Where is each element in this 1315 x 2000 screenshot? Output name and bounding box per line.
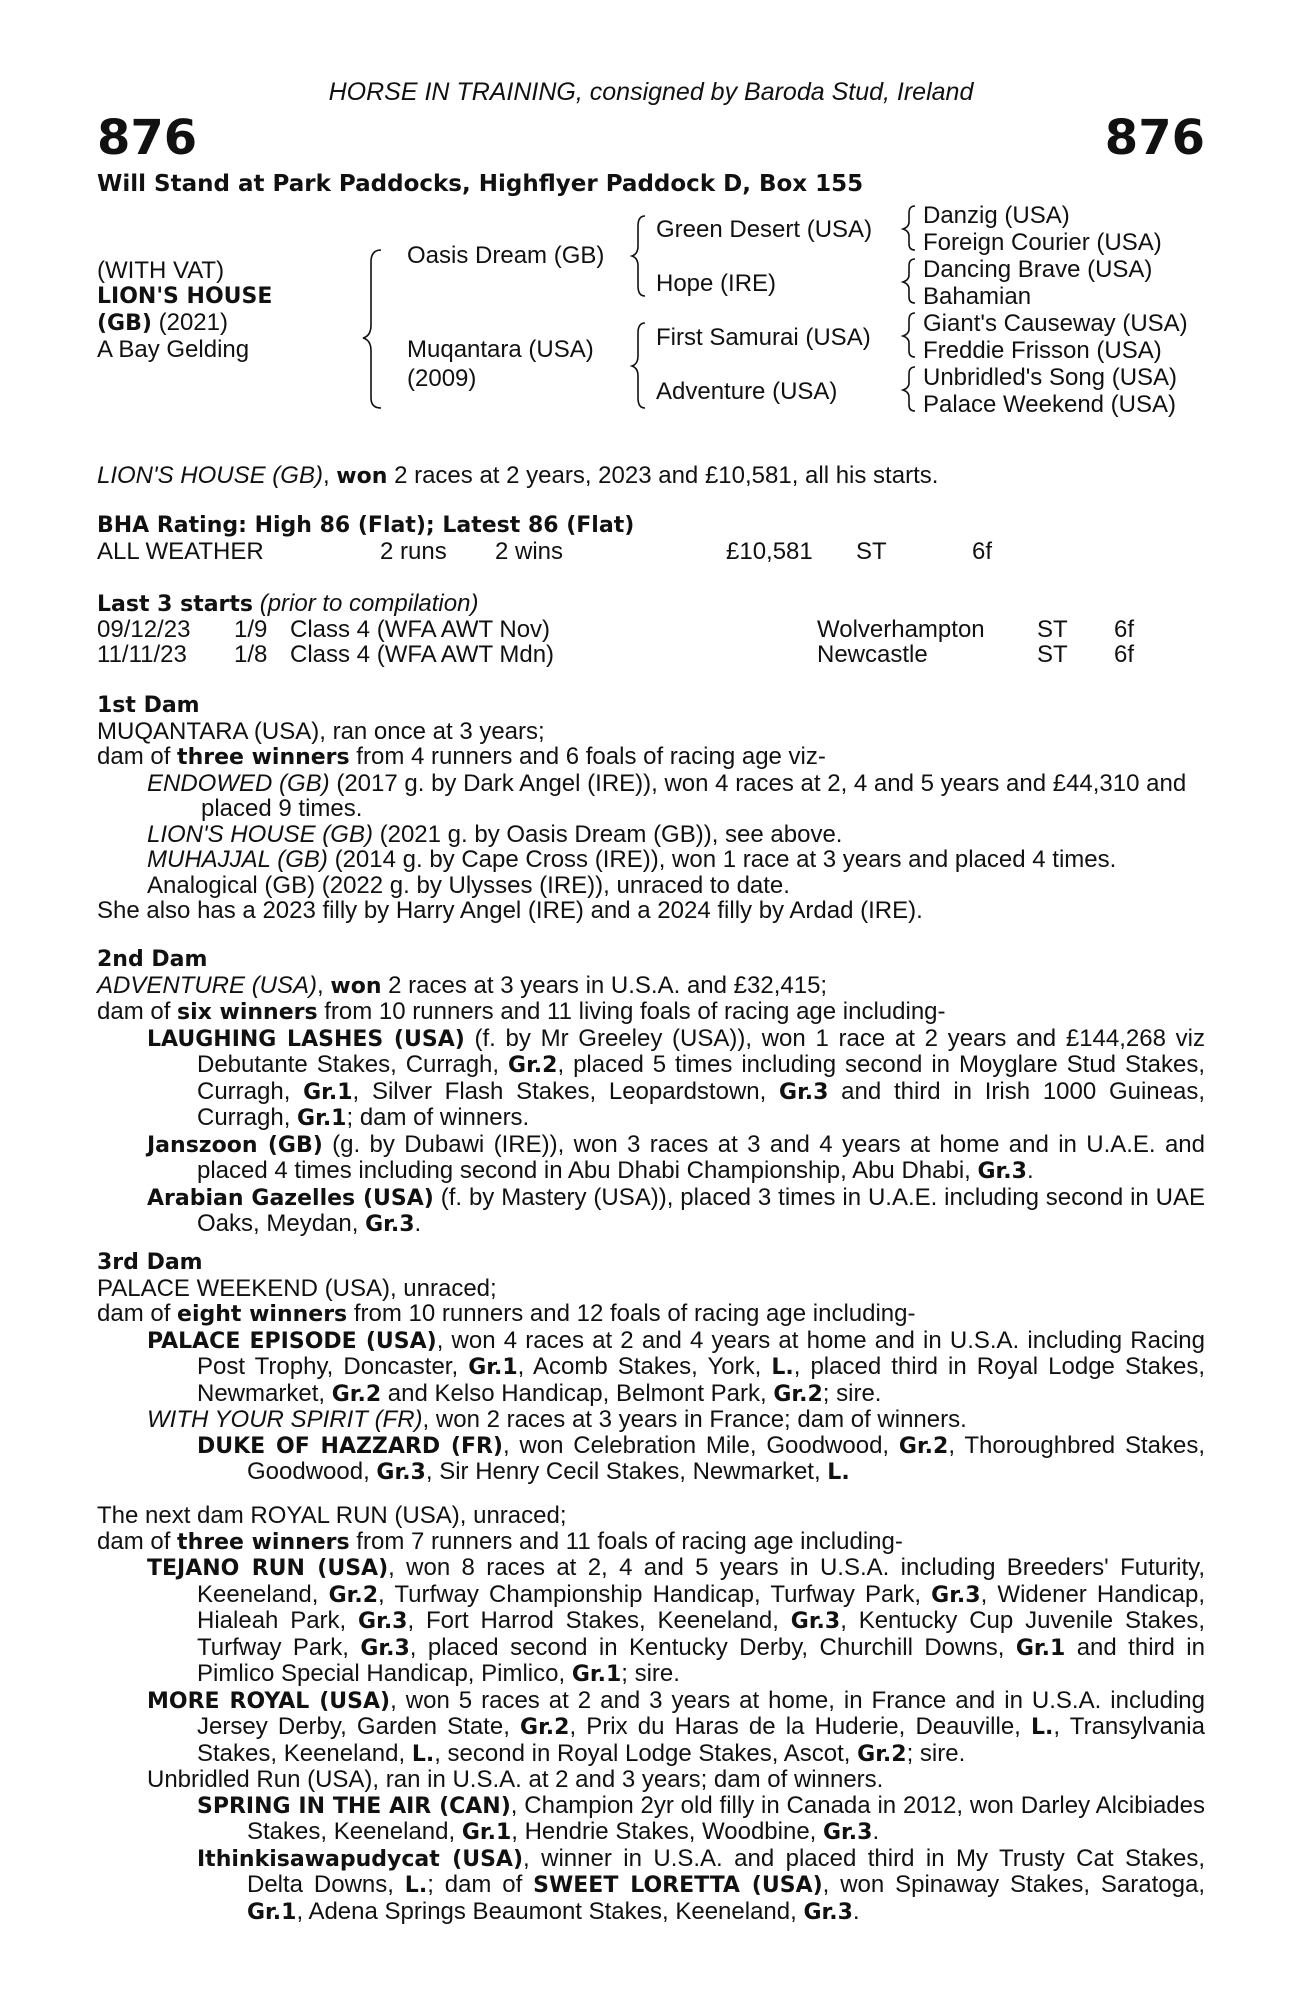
brace-sire [632,216,645,296]
rating-prize: £10,581 [726,538,813,565]
produce-detail: (2021 g. by Oasis Dream (GB)), see above. [372,820,843,848]
second-dam-section [97,947,1205,1238]
text-run: , winner in U.S.A. and placed third in My Trusty Cat Stakes, Delta Downs, [247,1844,1205,1898]
horse-description: A Bay Gelding [97,336,250,363]
text-run: , won Celebration Mile, Goodwood, [502,1431,899,1459]
third-dam-line: PALACE WEEKEND (USA), unraced; [97,1274,497,1302]
text-run: Unbridled Run (USA), ran in U.S.A. at 2 and 3 years; dam of winners. [147,1766,884,1793]
start-class: Class 4 (WFA AWT Mdn) [290,641,555,668]
text: , [317,971,331,999]
text-run: . [414,1210,422,1237]
produce-entry [97,1185,1205,1238]
dam-name: ADVENTURE (USA) [97,971,318,999]
bold-run: Gr.1 [297,1106,347,1131]
bold-run: Gr.3 [977,1159,1027,1184]
text: from 7 runners and 11 foals of racing age including- [349,1527,903,1555]
won-label: won [330,973,382,999]
rating-surface: ALL WEATHER [97,538,264,565]
bold-run: Gr.2 [508,1053,558,1078]
winners-count: three winners [177,1529,350,1555]
text-run: ; sire. [621,1660,680,1687]
rating-wins: 2 wins [495,538,564,565]
bold-run: Gr.1 [247,1899,297,1925]
italic-run: WITH YOUR SPIRIT (FR) [147,1406,423,1433]
summary-horse: LION'S HOUSE (GB) [97,462,323,489]
produce-entry [97,771,1205,822]
bold-run: SPRING IN THE AIR (CAN) [197,1793,511,1819]
summary-won: won [336,464,388,489]
bold-run: Gr.3 [365,1212,415,1237]
text-run: ; sire. [906,1739,966,1767]
produce-entry [97,1767,1205,1793]
start-going: ST [1037,616,1068,643]
text-run: , Kentucky Cup Juvenile Stakes, Turfway Park, [197,1607,1205,1661]
rating-going: ST [856,538,887,565]
start-pos: 1/9 [234,616,268,643]
text-run: and Kelso Handicap, Belmont Park, [381,1379,774,1407]
horse-year: (2021) [158,309,228,336]
text-run: , Thoroughbred Stakes, Goodwood, [247,1431,1205,1485]
start-dist: 6f [1114,641,1135,668]
produce-entry [97,1555,1205,1688]
horse-name-text: LION'S HOUSE [97,284,273,309]
bold-run: Gr.3 [360,1635,410,1661]
bold-run: Gr.3 [790,1609,841,1634]
bold-run: Gr.2 [331,1381,382,1407]
text-run: , Acomb Stakes, York, [517,1353,772,1380]
text: dam of [97,1300,178,1327]
bold-run: Gr.1 [303,1079,353,1105]
fourth-dam-line: The next dam ROYAL RUN (USA), unraced; [97,1502,567,1529]
bold-run: L. [827,1460,850,1485]
race-summary: LION'S HOUSE (GB), won 2 races at 2 years, 2023 and £10,581, all his starts. [97,462,939,489]
first-dam-also: She also has a 2023 filly by Harry Angel (IRE) and a 2024 filly by Ardad (IRE). [97,897,923,924]
text: dam of [97,1527,178,1555]
bold-run: MORE ROYAL (USA) [147,1688,391,1714]
text-run: (f. by Mastery (USA)), placed 3 times in U.A.E. including second in UAE Oaks, Meydan, [197,1183,1205,1237]
bold-run: Gr.2 [773,1381,823,1407]
start-dist: 6f [1114,616,1135,643]
bold-run: TEJANO RUN (USA) [147,1556,389,1581]
winners-count: eight winners [177,1302,348,1327]
fourth-dam-produce-line [97,1529,1205,1556]
third-dam-produce-line [97,1301,1205,1328]
start-row [97,616,1205,642]
bold-run: Gr.3 [376,1460,426,1485]
vat-note: (WITH VAT) [97,257,225,284]
produce-entry [97,1407,1205,1433]
bold-run: Gr.3 [779,1079,829,1105]
rating-row [97,538,1205,564]
brace-ds [903,313,915,357]
sire-sire: Green Desert (USA) [656,216,873,243]
fourth-dam-section [97,1503,1205,1925]
bold-run: L. [411,1741,435,1767]
rating-runs: 2 runs [380,538,447,565]
text-run: (g. by Dubawi (IRE)), won 3 races at 3 and 4 years at home and in U.A.E. and placed 4 times including second in Abu Dhabi Championship, Abu Dhabi, [197,1130,1206,1184]
winners-count: three winners [177,745,350,770]
first-dam-title: 1st Dam [97,693,200,718]
rating-dist: 6f [972,538,993,565]
bold-run: L. [404,1873,428,1898]
bold-run: Gr.3 [803,1899,853,1925]
text-run: , Adena Springs Beaumont Stakes, Keeneland, [296,1897,804,1925]
text-run: and third in Irish 1000 Guineas, Curragh, [197,1077,1205,1131]
produce-entry [97,1688,1205,1768]
third-dam-title: 3rd Dam [97,1250,203,1275]
text-run: , placed second in Kentucky Derby, Churchill Downs, [409,1633,1016,1661]
stand-location: Will Stand at Park Paddocks, Highflyer Paddock D, Box 155 [97,171,864,197]
bold-run: Janszoon (GB) [147,1132,323,1158]
text-run: . [1026,1157,1034,1184]
produce-name: MUHAJJAL (GB) [147,846,328,873]
ggp-2: Foreign Courier (USA) [923,229,1162,256]
text-run: , won 2 races at 3 years in France; dam of winners. [422,1406,967,1433]
text-run: , Champion 2yr old filly in Canada in 2012, won Darley Alcibiades Stakes, Keeneland, [247,1791,1205,1845]
text-run: , Widener Handicap, Hialeah Park, [197,1580,1205,1634]
text: dam of [97,743,178,770]
produce-detail: (2017 g. by Dark Angel (IRE)), won 4 races at 2, 4 and 5 years and £44,310 and placed 9 times. [201,769,1187,822]
bold-run: Gr.1 [468,1355,518,1380]
text: 2 races at 3 years in U.S.A. and £32,415; [381,971,828,999]
text-run: , won 4 races at 2 and 4 years at home and in U.S.A. including Racing Post Trophy, Doncaster, [197,1326,1206,1380]
brace-dam [632,323,645,408]
dam-dam: Adventure (USA) [656,378,838,405]
horse-suffix: (GB) [97,311,152,336]
ggp-8: Palace Weekend (USA) [923,391,1177,418]
text-run: , Prix du Haras de la Huderie, Deauville, [569,1713,1032,1740]
bold-run: Gr.2 [857,1741,907,1767]
text-run: ; sire. [822,1379,882,1407]
start-pos: 1/8 [234,641,268,668]
produce-entry [97,1793,1205,1846]
ggp-1: Danzig (USA) [923,202,1070,229]
summary-rest: 2 races at 2 years, 2023 and £10,581, all his starts. [387,462,939,489]
brace-dd [903,367,915,411]
brace-main [363,250,381,408]
text-run: , second in Royal Lodge Stakes, Ascot, [434,1739,858,1767]
start-going: ST [1037,641,1068,668]
text-run: . [872,1818,880,1845]
first-dam-line: MUQANTARA (USA), ran once at 3 years; [97,717,545,745]
dam: Muqantara (USA) [407,336,594,363]
last-starts-heading [97,590,478,618]
bold-run: Gr.2 [898,1433,949,1459]
text-run: , won Spinaway Stakes, Saratoga, [822,1871,1206,1898]
text-run: , placed third in Royal Lodge Stakes, Newmarket, [197,1353,1205,1407]
second-dam-produce-line [97,999,1205,1026]
text: dam of [97,998,178,1025]
bold-run: Gr.1 [571,1662,622,1687]
brace-ss [903,206,915,250]
bold-run: Gr.2 [520,1715,570,1740]
lot-number-right: 876 [1104,110,1205,166]
produce-entry [97,1026,1205,1132]
bold-run: Gr.3 [931,1582,981,1608]
bold-run: Gr.1 [461,1820,512,1845]
ggp-5: Giant's Causeway (USA) [923,310,1188,337]
text-run: , Turfway Championship Handicap, Turfway Park, [378,1580,932,1608]
last-starts-title: Last 3 starts [97,592,254,617]
text: from 4 runners and 6 foals of racing age viz- [349,743,826,770]
text: from 10 runners and 11 living foals of racing age including- [317,998,946,1025]
text-run: . [852,1897,860,1925]
start-course: Wolverhampton [817,616,985,643]
text-run: , Fort Harrod Stakes, Keeneland, [407,1607,791,1634]
bha-rating: BHA Rating: High 86 (Flat); Latest 86 (Flat) [97,513,635,538]
bold-run: Gr.1 [1015,1635,1066,1661]
start-date: 11/11/23 [97,641,187,668]
bold-run: L. [771,1355,794,1380]
produce-detail: (2014 g. by Cape Cross (IRE)), won 1 race at 3 years and placed 4 times. [327,846,1117,873]
bold-run: Ithinkisawapudycat (USA) [197,1846,524,1872]
text-run: (f. by Mr Greeley (USA)), won 1 race at 2 years and £144,268 viz Debutante Stakes, Curragh, [197,1024,1205,1078]
winners-count: six winners [177,1000,318,1025]
sire: Oasis Dream (GB) [407,242,605,269]
bold-run: Gr.3 [358,1609,408,1634]
produce-entry [97,1846,1205,1926]
first-dam-produce-line [97,744,1205,771]
second-dam-line [97,973,1205,1000]
ggp-7: Unbridled's Song (USA) [923,364,1178,391]
produce-entry [97,847,1205,873]
dam-year: (2009) [407,365,477,392]
produce-entry: Analogical (GB) (2022 g. by Ulysses (IRE)), unraced to date. [147,871,790,899]
bold-run: LAUGHING LASHES (USA) [147,1026,465,1052]
bold-run: Gr.2 [328,1582,379,1608]
text-run: , won 8 races at 2, 4 and 5 years in U.S.A. including Breeders' Futurity, Keeneland, [197,1554,1206,1608]
produce-name: LION'S HOUSE (GB) [147,820,373,848]
bold-run: L. [1031,1715,1054,1740]
text-run: , Hendrie Stakes, Woodbine, [511,1818,823,1845]
produce-entry [97,1328,1205,1408]
dam-sire: First Samurai (USA) [656,324,871,351]
produce-name: ENDOWED (GB) [147,769,330,797]
bold-run: Arabian Gazelles (USA) [147,1185,434,1211]
text-run: , Sir Henry Cecil Stakes, Newmarket, [425,1458,828,1485]
bold-run: DUKE OF HAZZARD (FR) [197,1433,503,1459]
sire-dam: Hope (IRE) [656,270,777,297]
bold-run: PALACE EPISODE (USA) [147,1328,437,1354]
ggp-3: Dancing Brave (USA) [923,256,1153,283]
bold-run: SWEET LORETTA (USA) [533,1873,823,1898]
last-starts-note: (prior to compilation) [259,590,479,617]
bold-run: Gr.3 [823,1820,873,1845]
brace-sd [903,259,915,303]
start-course: Newcastle [817,641,928,668]
lot-number-left: 876 [97,110,198,166]
produce-entry [97,1132,1205,1185]
text-run: , Transylvania Stakes, Keeneland, [197,1713,1205,1767]
text-run: ; dam of winners. [346,1104,530,1131]
first-dam-section [97,693,1205,924]
text-run: , Silver Flash Stakes, Leopardstown, [352,1077,780,1105]
text-run: ; dam of [427,1871,534,1898]
start-class: Class 4 (WFA AWT Nov) [290,616,551,643]
start-date: 09/12/23 [97,616,191,643]
produce-entry [97,822,1205,848]
text-run: and third in Pimlico Special Handicap, Pimlico, [197,1633,1205,1687]
text: from 10 runners and 12 foals of racing age including- [347,1300,916,1327]
text-run: , placed 5 times including second in Moyglare Stud Stakes, Curragh, [197,1051,1205,1105]
text-run: , won 5 races at 2 and 3 years at home, in France and in U.S.A. including Jersey Derby, Garden State, [197,1686,1205,1740]
ggp-4: Bahamian [923,283,1032,310]
third-dam-section [97,1250,1205,1486]
produce-entry [97,1433,1205,1486]
ggp-6: Freddie Frisson (USA) [923,337,1162,364]
consignor-header: HORSE IN TRAINING, consigned by Baroda Stud, Ireland [328,78,974,106]
start-row [97,641,1205,667]
second-dam-title: 2nd Dam [97,947,208,972]
